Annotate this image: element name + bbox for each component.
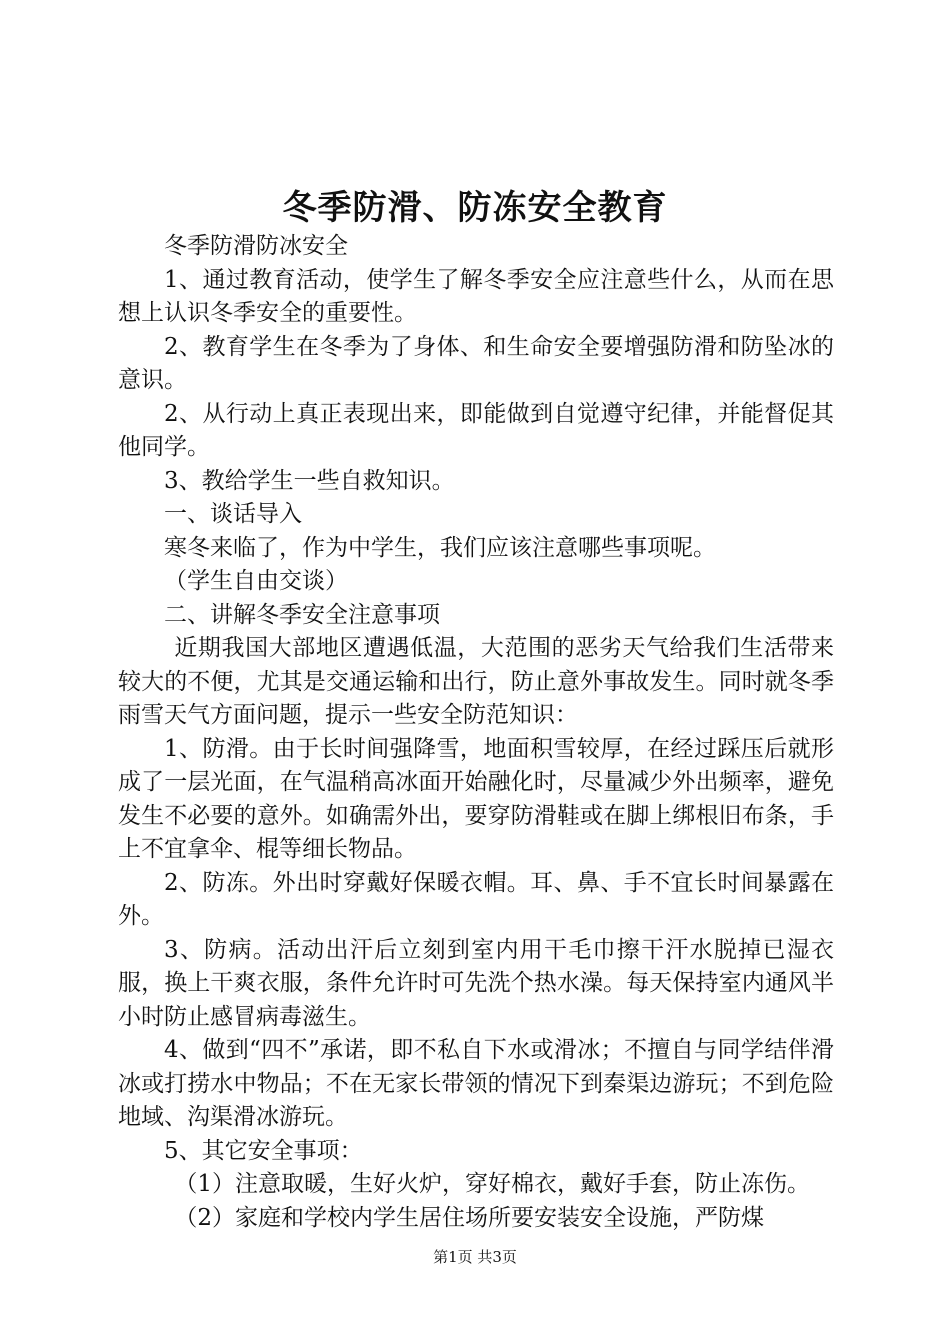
paragraph: 冬季防滑防冰安全 bbox=[164, 233, 348, 259]
paragraph: 4、做到“四不”承诺，即不私自下水或滑冰；不擅自与同学结伴滑冰或打捞水中物品；不在无家长带领的情况下到秦渠边游玩；不到危险地域、沟渠滑冰游玩。 bbox=[118, 1037, 834, 1130]
paragraph: 1、通过教育活动，使学生了解冬季安全应注意些什么，从而在思想上认识冬季安全的重要性。 bbox=[118, 266, 834, 326]
paragraph: （1）注意取暖，生好火炉，穿好棉衣，戴好手套，防止冻伤。 bbox=[174, 1171, 810, 1197]
paragraph: 2、从行动上真正表现出来，即能做到自觉遵守纪律，并能督促其他同学。 bbox=[118, 400, 834, 460]
document-title: 冬季防滑、防冻安全教育 bbox=[282, 188, 668, 228]
paragraph: 二、讲解冬季安全注意事项 bbox=[164, 601, 440, 628]
paragraph: 5、其它安全事项： bbox=[164, 1137, 363, 1164]
paragraph: 2、教育学生在冬季为了身体、和生命安全要增强防滑和防坠冰的意识。 bbox=[118, 333, 834, 393]
paragraph: 3、教给学生一些自救知识。 bbox=[164, 467, 455, 494]
paragraph: 寒冬来临了，作为中学生，我们应该注意哪些事项呢。 bbox=[164, 534, 716, 561]
paragraph: 2、防冻。外出时穿戴好保暖衣帽。耳、鼻、手不宜长时间暴露在外。 bbox=[118, 869, 834, 929]
document-body bbox=[118, 230, 834, 1235]
paragraph: （学生自由交谈） bbox=[164, 568, 348, 594]
paragraph: 一、谈话导入 bbox=[164, 501, 302, 527]
paragraph: 1、防滑。由于长时间强降雪，地面积雪较厚，在经过踩压后就形成了一层光面，在气温稍高冰面开始融化时，尽量减少外出频率，避免发生不必要的意外。如确需外出，要穿防滑鞋或在脚上绑根旧布条，手上不宜拿伞、棍等细长物品。 bbox=[118, 735, 834, 862]
paragraph: （2）家庭和学校内学生居住场所要安装安全设施，严防煤 bbox=[174, 1204, 764, 1231]
paragraph: 近期我国大部地区遭遇低温，大范围的恶劣天气给我们生活带来较大的不便，尤其是交通运输和出行，防止意外事故发生。同时就冬季雨雪天气方面问题，提示一些安全防范知识： bbox=[118, 635, 834, 728]
page-footer: 第1页 共3页 bbox=[433, 1248, 517, 1266]
paragraph: 3、防病。活动出汗后立刻到室内用干毛巾擦干汗水脱掉已湿衣服，换上干爽衣服，条件允许时可先洗个热水澡。每天保持室内通风半小时防止感冒病毒滋生。 bbox=[118, 936, 834, 1030]
